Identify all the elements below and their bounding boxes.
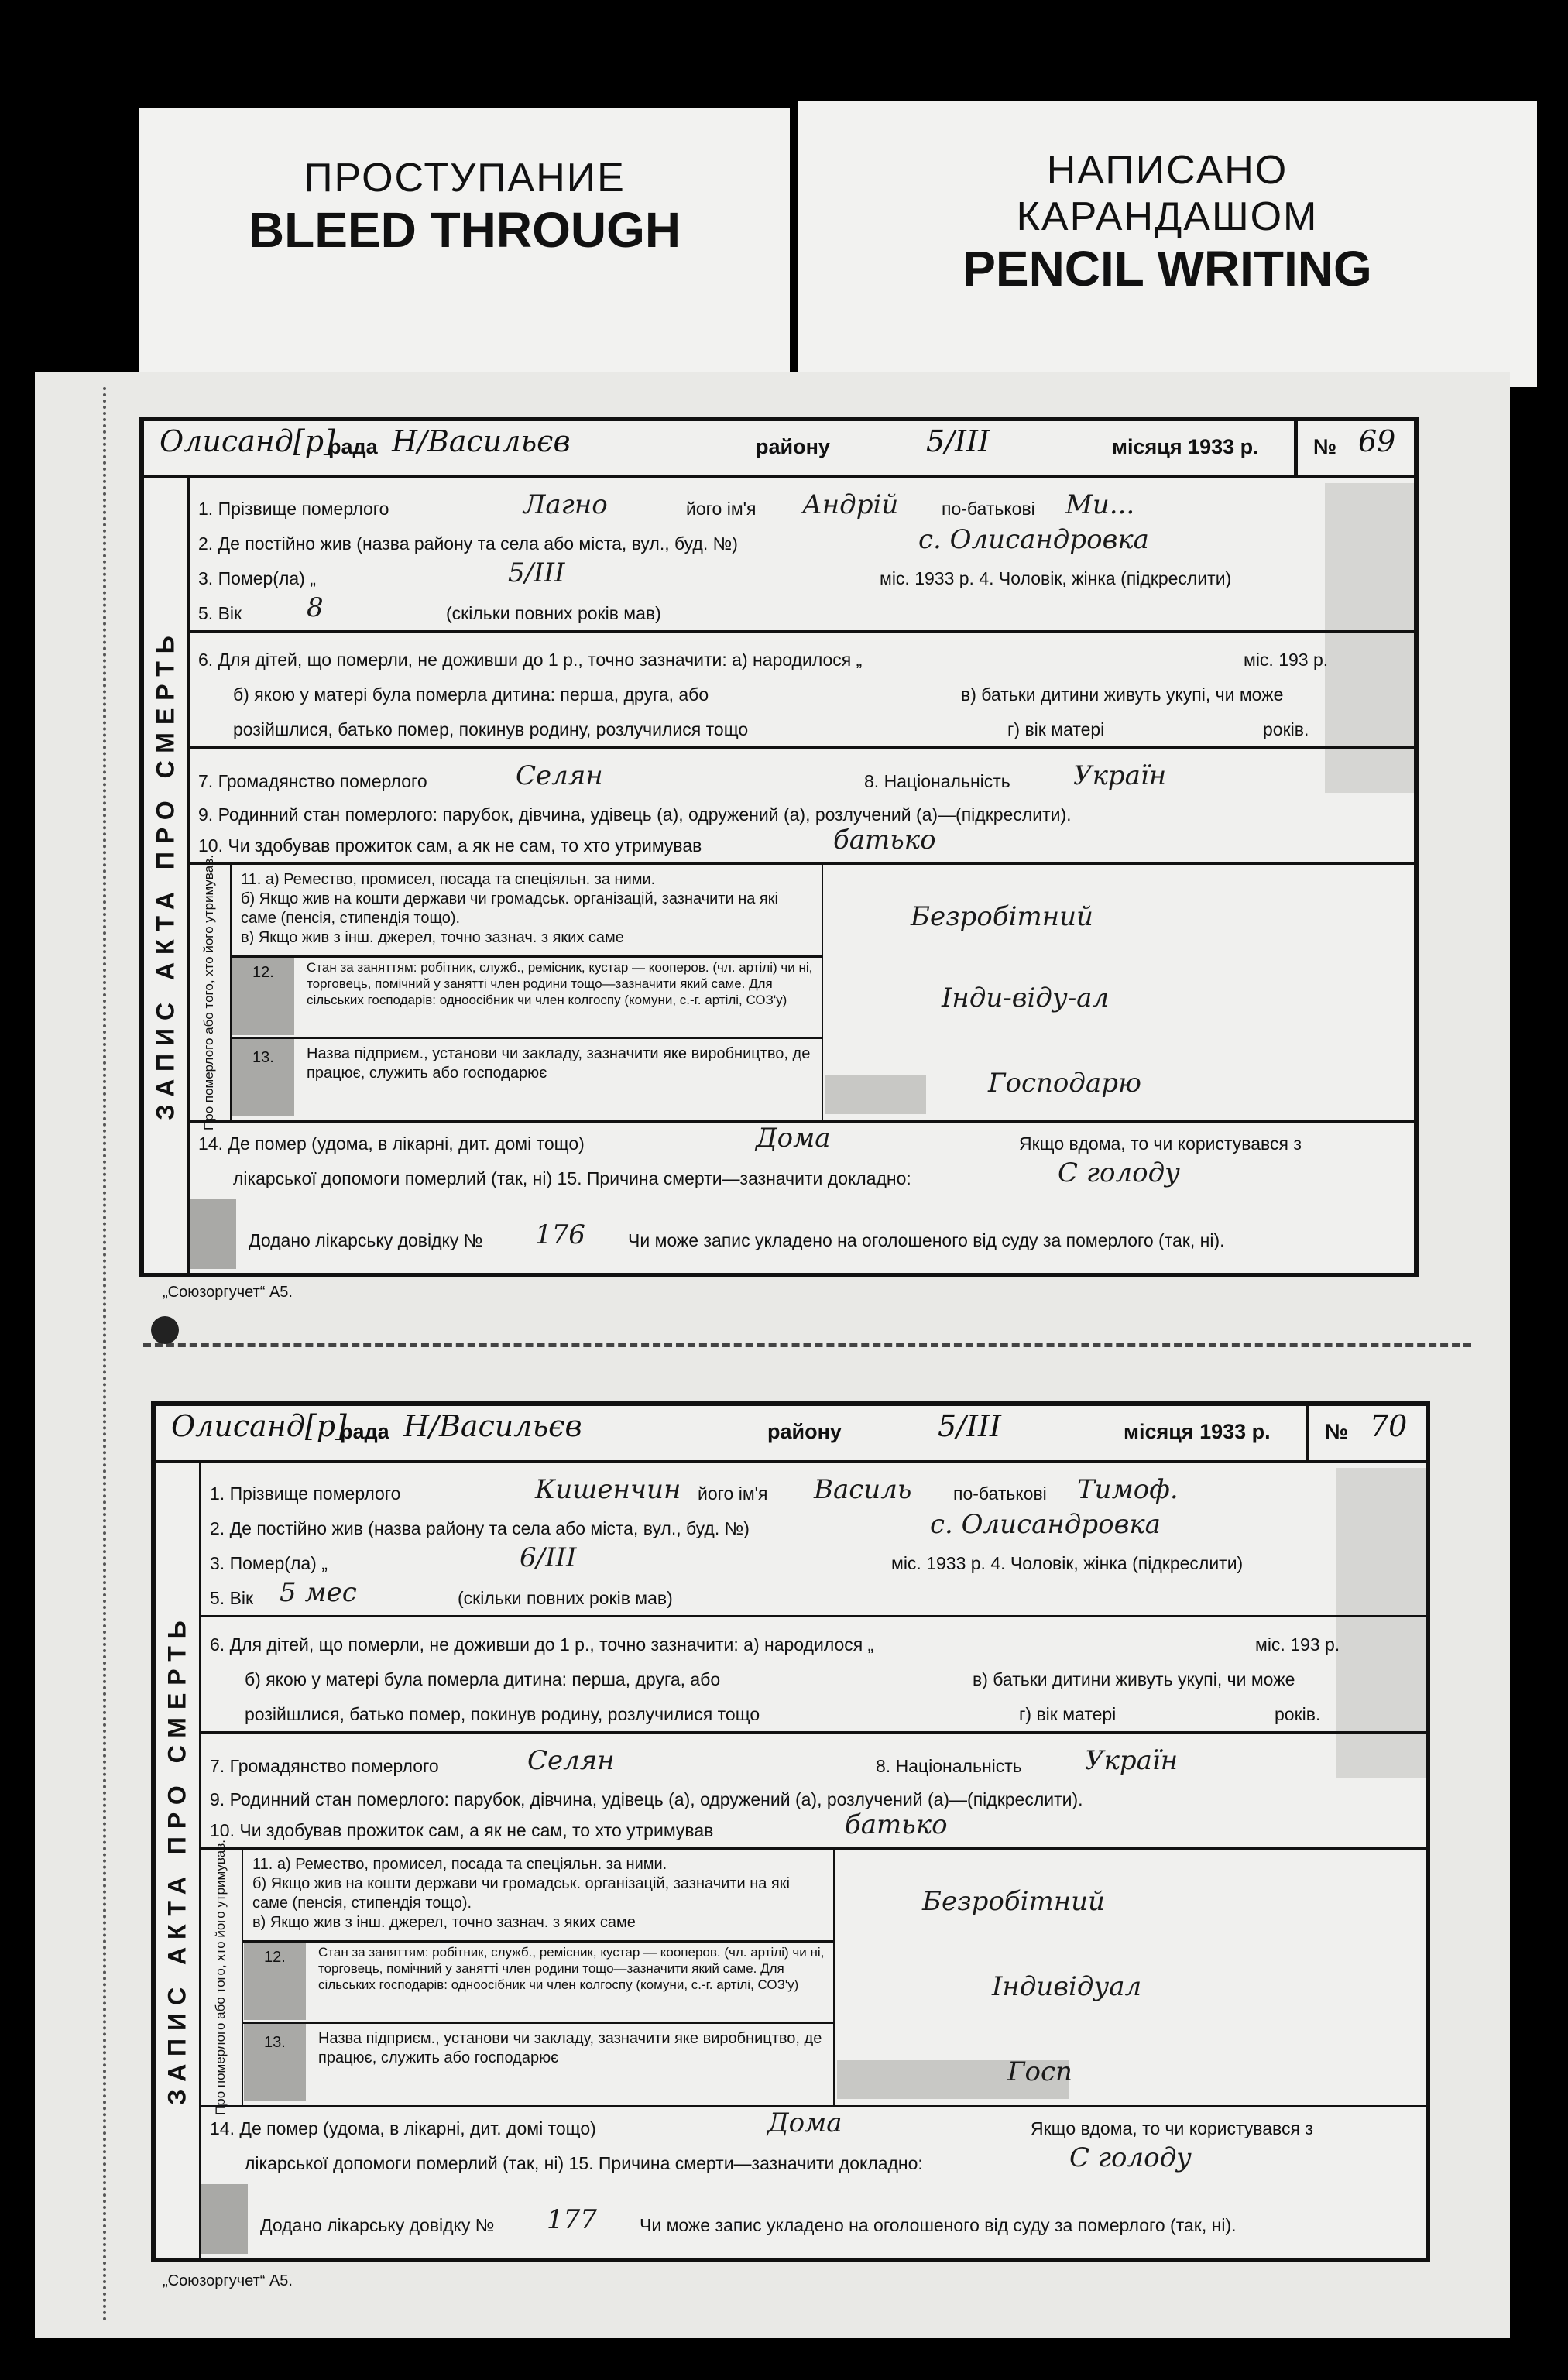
row-6a: [198, 650, 1405, 670]
status-value: Інди-віду-ал: [942, 983, 1110, 1013]
month-label: місяця 1933 р.: [1112, 435, 1259, 458]
row-10: [210, 1809, 1416, 1841]
divider: [187, 746, 1414, 749]
record-number-box: [1306, 1406, 1426, 1460]
row-5: [210, 1577, 1416, 1609]
label-parents: в) батьки дитини живуть укупі, чи може: [961, 684, 1284, 705]
residence-value: с. Олисандровка: [930, 1509, 1161, 1540]
label-years: років.: [1263, 719, 1309, 739]
row-15: [245, 2142, 1416, 2174]
surname-value: Кишенчин: [535, 1474, 681, 1505]
row-3: [198, 557, 1405, 589]
row-3: [210, 1542, 1416, 1574]
record-number: 70: [1370, 1409, 1408, 1443]
row-6c: [245, 1704, 1416, 1725]
label-parents: в) батьки дитини живуть укупі, чи може: [973, 1669, 1295, 1689]
row-9: [198, 804, 1405, 825]
month-handwriting: 5/III: [926, 424, 990, 458]
row-6b: [245, 1669, 1416, 1690]
printer-mark: „Союзоргучет“ А5.: [163, 1284, 293, 1301]
age-value: 8: [307, 592, 324, 623]
death-date-value: 6/III: [520, 1542, 577, 1573]
shaded-area: [201, 2184, 248, 2254]
citizenship-value: Селян: [527, 1745, 615, 1776]
label-child-order: б) якою у матері була померла дитина: перша, друга, або: [245, 1669, 721, 1689]
nationality-value: Україн: [1073, 760, 1167, 791]
cell-12: Стан за заняттям: робітник, служб., ремісник, кустар — кооперов. (чл. артілі) чи ні, торговець, помічний у занятті член родини тощо—зазначити який саме. Для сільських господарів: одноосібник чи член колгоспу (комуни, с.-г. артілі, СОЗ'у): [307, 960, 813, 1007]
label-death-date: 3. Помер(ла) „: [210, 1553, 328, 1573]
divider: [230, 1037, 822, 1039]
label-age: 5. Вік: [210, 1588, 254, 1608]
selrada-handwriting: Олисанд[р]: [171, 1409, 347, 1443]
label-nationality: 8. Національність: [876, 1756, 1022, 1776]
label-child-born: 6. Для дітей, що померли, не доживши до 1 р., точно зазначити: а) народилося „: [198, 650, 863, 670]
row-2: [198, 524, 1405, 555]
shaded-area: [825, 1075, 926, 1114]
occupation-value: Безробітний: [911, 901, 1093, 932]
label-child-born: 6. Для дітей, що померли, не доживши до 1 р., точно зазначити: а) народилося „: [210, 1634, 874, 1655]
raion-label: району: [767, 1420, 842, 1443]
label-patronymic: по-батькові: [953, 1483, 1047, 1504]
vertical-title: ЗАПИС АКТА ПРО СМЕРТЬ: [151, 628, 180, 1120]
place-of-death-value: Дома: [767, 2107, 842, 2138]
card-label-en: BLEED THROUGH: [248, 202, 681, 258]
card-label-en: PENCIL WRITING: [962, 241, 1372, 297]
label-at-home: Якщо вдома, то чи користувався з: [1031, 2118, 1313, 2138]
punch-hole: [151, 1316, 179, 1344]
label-death-date: 3. Помер(ла) „: [198, 568, 316, 588]
cell-12: Стан за заняттям: робітник, служб., ремісник, кустар — кооперов. (чл. артілі) чи ні, торговець, помічний у занятті член родини тощо—зазначити який саме. Для сільських господарів: одноосібник чи член колгоспу (комуни, с.-г. артілі, СОЗ'у): [318, 1945, 825, 1992]
patronymic-value: Тимоф.: [1077, 1474, 1179, 1505]
name-value: Андрій: [802, 489, 899, 520]
row-6a: [210, 1634, 1416, 1655]
rada-label: рада: [340, 1420, 389, 1443]
label-child-order: б) якою у матері була померла дитина: перша, друга, або: [233, 684, 709, 705]
surname-value: Лагно: [523, 489, 608, 520]
row-16: [249, 1219, 1405, 1251]
cell-13: Назва підприєм., установи чи закладу, зазначити яке виробництво, де працює, служить або господарює: [307, 1045, 811, 1082]
label-residence: 2. Де постійно жив (назва району та села або міста, вул., буд. №): [198, 533, 738, 554]
age-value: 5 мес: [280, 1577, 357, 1608]
death-record-form-1: [139, 417, 1419, 1277]
status-value: Індивідуал: [992, 1971, 1142, 2002]
perforation-line: [103, 387, 106, 2323]
label-marital: 9. Родинний стан померлого: парубок, дівчина, удівець (а), одружений (а), розлучений (а)—(підкреслити).: [198, 804, 1072, 825]
workplace-value: Госп: [1007, 2056, 1072, 2087]
vertical-title-strip: [144, 475, 190, 1273]
label-citizenship: 7. Громадянство померлого: [198, 771, 427, 791]
rada-handwriting: Н/Васильєв: [403, 1409, 582, 1443]
vertical-title-strip: [156, 1460, 201, 2258]
divider: [230, 955, 822, 958]
row-2: [210, 1509, 1416, 1540]
certificate-value: 176: [535, 1219, 585, 1250]
patronymic-value: Ми...: [1065, 489, 1135, 520]
citizenship-value: Селян: [516, 760, 603, 791]
label-patronymic: по-батькові: [942, 499, 1035, 519]
label-child-month: міс. 193 р.: [1255, 1634, 1340, 1655]
label-mother-age: г) вік матері: [1019, 1704, 1117, 1724]
record-number-box: [1294, 421, 1414, 475]
row-6c: [233, 719, 1405, 740]
printer-mark: „Союзоргучет“ А5.: [163, 2272, 293, 2289]
certificate-value: 177: [547, 2204, 597, 2235]
record-number: 69: [1358, 424, 1396, 458]
label-name: його ім'я: [698, 1483, 768, 1504]
row-14: [210, 2107, 1416, 2139]
cause-value: С голоду: [1058, 1157, 1180, 1188]
support-value: батько: [833, 825, 936, 856]
label-sex: міс. 1933 р. 4. Чоловік, жінка (підкреслити): [880, 568, 1232, 588]
row-16: [260, 2204, 1416, 2236]
label-place-of-death: 14. Де помер (удома, в лікарні, дит. домі тощо): [198, 1133, 585, 1154]
cause-value: С голоду: [1069, 2142, 1192, 2173]
row-1: [198, 489, 1405, 520]
death-record-form-2: [151, 1401, 1430, 2262]
residence-value: с. Олисандровка: [918, 524, 1149, 555]
cell-11: 11. а) Ремество, промисел, посада та спеціяльн. за ними. б) Якщо жив на кошти держави чи громадськ. організацій, зазначити на які саме (пенсія, стипендія тощо). в) Якщо жив з інш. джерел, точно зазнач. з яких саме: [241, 871, 778, 946]
card-label-ru-1: НАПИСАНО: [1046, 148, 1288, 193]
row-5: [198, 592, 1405, 624]
row-14: [198, 1123, 1405, 1154]
tear-line: [143, 1343, 1471, 1347]
document-sheet: [35, 372, 1510, 2338]
support-value: батько: [845, 1809, 948, 1840]
row-10: [198, 825, 1405, 856]
divider: [199, 1847, 1426, 1850]
rada-label: рада: [328, 435, 378, 458]
label-support: 10. Чи здобував прожиток сам, а як не сам, то хто утримував: [210, 1820, 714, 1840]
label-certificate: Додано лікарську довідку №: [249, 1230, 483, 1250]
label-age-note: (скільки повних років мав): [446, 603, 661, 623]
label-residence: 2. Де постійно жив (назва району та села або міста, вул., буд. №): [210, 1518, 750, 1538]
label-support: 10. Чи здобував прожиток сам, а як не сам, то хто утримував: [198, 835, 702, 856]
label-mother-age: г) вік матері: [1007, 719, 1105, 739]
divider: [187, 862, 1414, 865]
number-label: №: [1313, 435, 1337, 458]
place-of-death-value: Дома: [756, 1123, 831, 1154]
side-caption-box: [199, 1840, 243, 2115]
divider: [242, 1940, 833, 1943]
vertical-title: ЗАПИС АКТА ПРО СМЕРТЬ: [163, 1613, 191, 2105]
label-place-of-death: 14. Де помер (удома, в лікарні, дит. домі тощо): [210, 2118, 596, 2138]
divider: [187, 630, 1414, 633]
cell-13-num: 13.: [252, 1049, 274, 1066]
divider: [199, 1731, 1426, 1734]
label-certificate: Додано лікарську довідку №: [260, 2215, 495, 2235]
selrada-handwriting: Олисанд[р]: [160, 424, 335, 458]
shaded-area: [190, 1199, 236, 1269]
label-citizenship: 7. Громадянство померлого: [210, 1756, 439, 1776]
name-value: Василь: [814, 1474, 912, 1505]
label-surname: 1. Прізвище померлого: [198, 499, 389, 519]
cell-13-num: 13.: [264, 2034, 286, 2051]
label-name: його ім'я: [686, 499, 757, 519]
row-9: [210, 1789, 1416, 1810]
side-caption: Про померлого або того, хто його утримував.: [212, 1840, 228, 2115]
label-age-note: (скільки повних років мав): [458, 1588, 673, 1608]
pencil-writing-card: [798, 101, 1537, 387]
month-label: місяця 1933 р.: [1124, 1420, 1271, 1443]
label-surname: 1. Прізвище померлого: [210, 1483, 401, 1504]
raion-label: району: [756, 435, 830, 458]
row-6b: [233, 684, 1405, 705]
label-marital: 9. Родинний стан померлого: парубок, дівчина, удівець (а), одружений (а), розлучений (а)—(підкреслити).: [210, 1789, 1083, 1809]
month-handwriting: 5/III: [938, 1409, 1002, 1443]
card-label-ru: ПРОСТУПАНИЕ: [304, 156, 626, 201]
label-child-month: міс. 193 р.: [1244, 650, 1329, 670]
label-nationality: 8. Національність: [864, 771, 1010, 791]
divider: [199, 1615, 1426, 1617]
column-divider: [822, 865, 823, 1120]
death-date-value: 5/III: [508, 557, 565, 588]
side-caption-box: [187, 855, 232, 1130]
column-divider: [833, 1850, 835, 2105]
row-7: [210, 1745, 1416, 1777]
nationality-value: Україн: [1085, 1745, 1179, 1776]
label-cause: лікарської допомоги померлий (так, ні) 15. Причина смерти—зазначити докладно:: [233, 1168, 911, 1188]
label-court: Чи може запис укладено на оголошеного від суду за померлого (так, ні).: [628, 1230, 1225, 1250]
label-separated: розійшлися, батько помер, покинув родину, розлучилися тощо: [245, 1704, 760, 1724]
card-label-ru-2: КАРАНДАШОМ: [1016, 194, 1319, 239]
row-7: [198, 760, 1405, 792]
divider: [242, 2022, 833, 2024]
label-court: Чи може запис укладено на оголошеного від суду за померлого (так, ні).: [640, 2215, 1237, 2235]
label-sex: міс. 1933 р. 4. Чоловік, жінка (підкреслити): [891, 1553, 1244, 1573]
label-at-home: Якщо вдома, то чи користувався з: [1019, 1133, 1302, 1154]
bleed-through-card: [139, 108, 790, 387]
rada-handwriting: Н/Васильєв: [392, 424, 571, 458]
cell-13: Назва підприєм., установи чи закладу, зазначити яке виробництво, де працює, служить або господарює: [318, 2030, 822, 2066]
label-years: років.: [1275, 1704, 1321, 1724]
side-caption: Про померлого або того, хто його утримував.: [201, 855, 216, 1130]
cell-12-num: 12.: [264, 1949, 286, 1966]
form-header: [156, 1406, 1426, 1463]
number-label: №: [1325, 1420, 1349, 1443]
cell-11: 11. а) Ремество, промисел, посада та спеціяльн. за ними. б) Якщо жив на кошти держави чи громадськ. організацій, зазначити на які саме (пенсія, стипендія тощо). в) Якщо жив з інш. джерел, точно зазнач. з яких саме: [252, 1856, 790, 1931]
label-cause: лікарської допомоги померлий (так, ні) 15. Причина смерти—зазначити докладно:: [245, 2153, 923, 2173]
cell-12-num: 12.: [252, 964, 274, 981]
row-15: [233, 1157, 1405, 1189]
form-header: [144, 421, 1414, 478]
workplace-value: Господарю: [988, 1068, 1141, 1099]
occupation-value: Безробітний: [922, 1886, 1105, 1917]
row-1: [210, 1474, 1416, 1505]
label-age: 5. Вік: [198, 603, 242, 623]
label-separated: розійшлися, батько помер, покинув родину, розлучилися тощо: [233, 719, 749, 739]
